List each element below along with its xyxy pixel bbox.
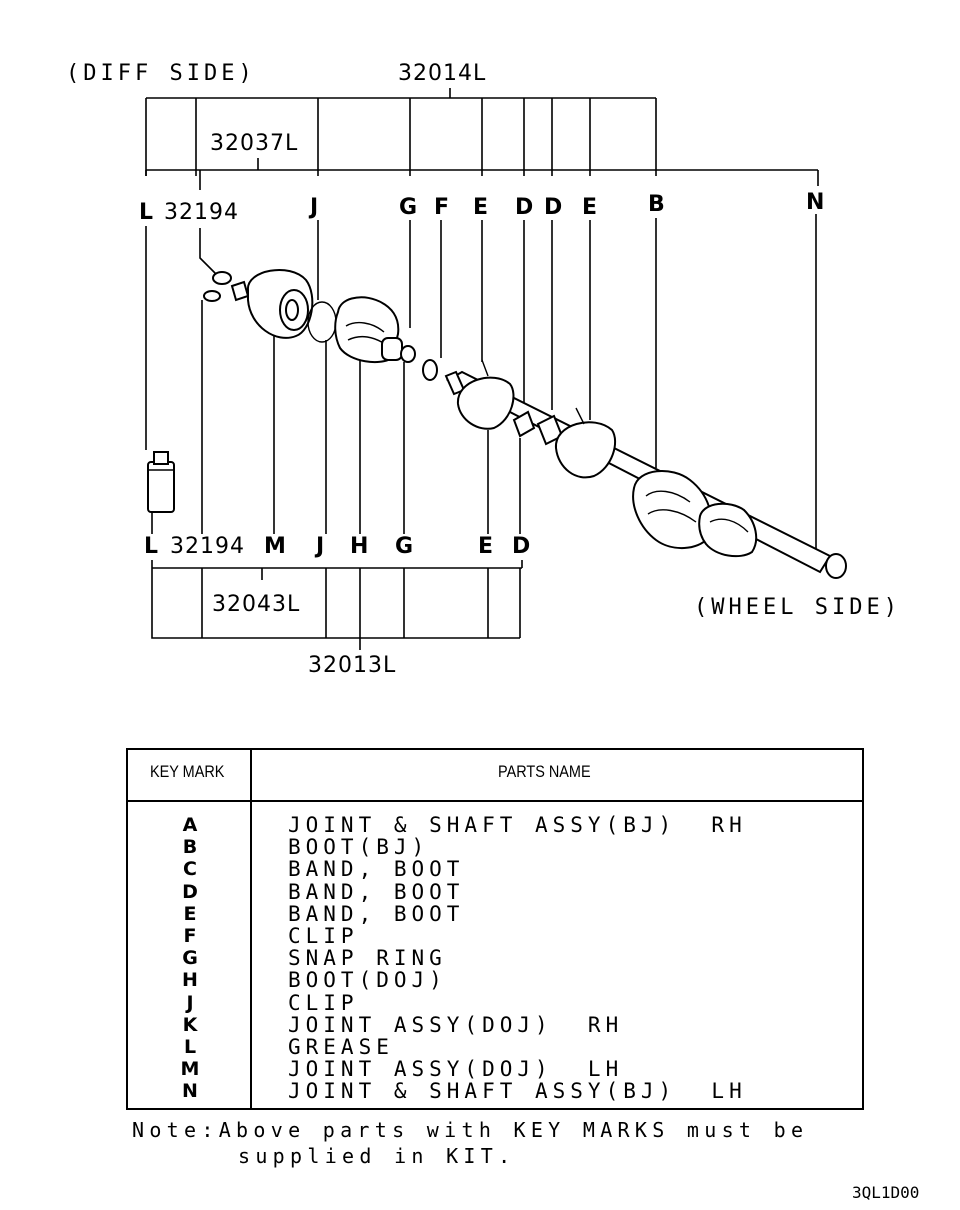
key-mark: D [182,880,198,903]
table-row [128,903,862,925]
small-snap-parts [204,272,231,301]
part-name: BAND, BOOT [288,901,465,926]
top-key-F: F [434,195,450,220]
bottom-key-G: G [395,534,414,559]
part-name: GREASE [288,1034,394,1059]
bottom-key-L: L [144,534,159,559]
key-mark: K [182,1013,198,1036]
top-key-E-2: E [582,195,598,220]
table-rows [128,814,862,1102]
key-mark: E [183,902,197,925]
key-mark: A [182,814,198,836]
top-key-E: E [473,195,489,220]
part-number-32014L: 32014L [398,61,487,86]
top-key-D-2: D [544,195,563,220]
table-row [128,1014,862,1036]
part-name: JOINT & SHAFT ASSY(BJ) LH [288,1079,747,1104]
table-row [128,814,862,836]
part-name: JOINT ASSY(DOJ) RH [288,1012,624,1037]
part-number-32037L: 32037L [210,131,299,156]
wheel-side-label: (WHEEL SIDE) [694,595,901,620]
bottom-key-J: J [316,534,325,559]
part-name: SNAP RING [288,946,447,971]
table-row [128,947,862,969]
bottom-key-H: H [350,534,369,559]
doj-joint [232,270,312,338]
table-row [128,881,862,903]
key-mark: F [183,924,197,947]
table-row [128,1036,862,1058]
bottom-leader-lines [152,300,522,650]
grease-tube [148,452,174,512]
top-leader-lines [146,88,818,556]
clip [423,360,437,380]
key-mark: G [182,947,198,970]
top-key-letters [139,190,824,225]
bottom-key-E: E [478,534,494,559]
part-number-32013L: 32013L [308,653,397,678]
diff-side-label: (DIFF SIDE) [66,61,256,86]
part-name: CLIP [288,923,359,948]
part-name: JOINT & SHAFT ASSY(BJ) RH [288,813,747,837]
note-line-2: supplied in KIT. [238,1144,516,1168]
table-row [128,1058,862,1080]
doj-boot [335,297,402,362]
table-row [128,992,862,1014]
table-header [128,750,862,802]
part-number-32194-top: 32194 [164,200,239,225]
table-row [128,969,862,991]
top-key-D-1: D [515,195,534,220]
part-name: BOOT(DOJ) [288,968,447,993]
part-number-32043L: 32043L [212,592,301,617]
top-key-B: B [648,192,665,217]
key-mark: H [182,969,198,992]
key-mark: B [182,836,198,859]
part-name: JOINT ASSY(DOJ) LH [288,1057,624,1082]
drawing-code: 3QL1D00 [852,1183,920,1202]
key-mark: M [180,1058,200,1081]
top-key-G: G [399,195,418,220]
snap-ring [401,346,415,362]
parts-table [126,748,864,1110]
header-parts-name: PARTS NAME [498,762,591,781]
part-name: BAND, BOOT [288,857,465,882]
header-key-mark: KEY MARK [150,762,225,781]
table-row [128,925,862,947]
part-name: CLIP [288,990,359,1015]
table-row [128,1080,862,1102]
key-mark: N [182,1080,198,1103]
key-mark: L [183,1035,197,1058]
part-number-32194-bottom: 32194 [170,534,245,559]
note-line-1: Note:Above parts with KEY MARKS must be [132,1118,809,1142]
top-key-L: L [139,200,154,225]
bottom-key-D: D [512,534,531,559]
key-mark: J [186,991,194,1014]
bj-boot [633,471,756,556]
bottom-key-M: M [264,534,286,559]
part-name: BOOT(BJ) [288,835,430,860]
clip-ring [308,302,336,342]
top-key-J: J [310,195,319,220]
table-row [128,858,862,880]
part-name: BAND, BOOT [288,879,465,904]
top-key-N: N [806,190,825,215]
table-row [128,836,862,858]
key-mark: C [183,858,197,881]
driveshaft-parts [148,270,846,578]
